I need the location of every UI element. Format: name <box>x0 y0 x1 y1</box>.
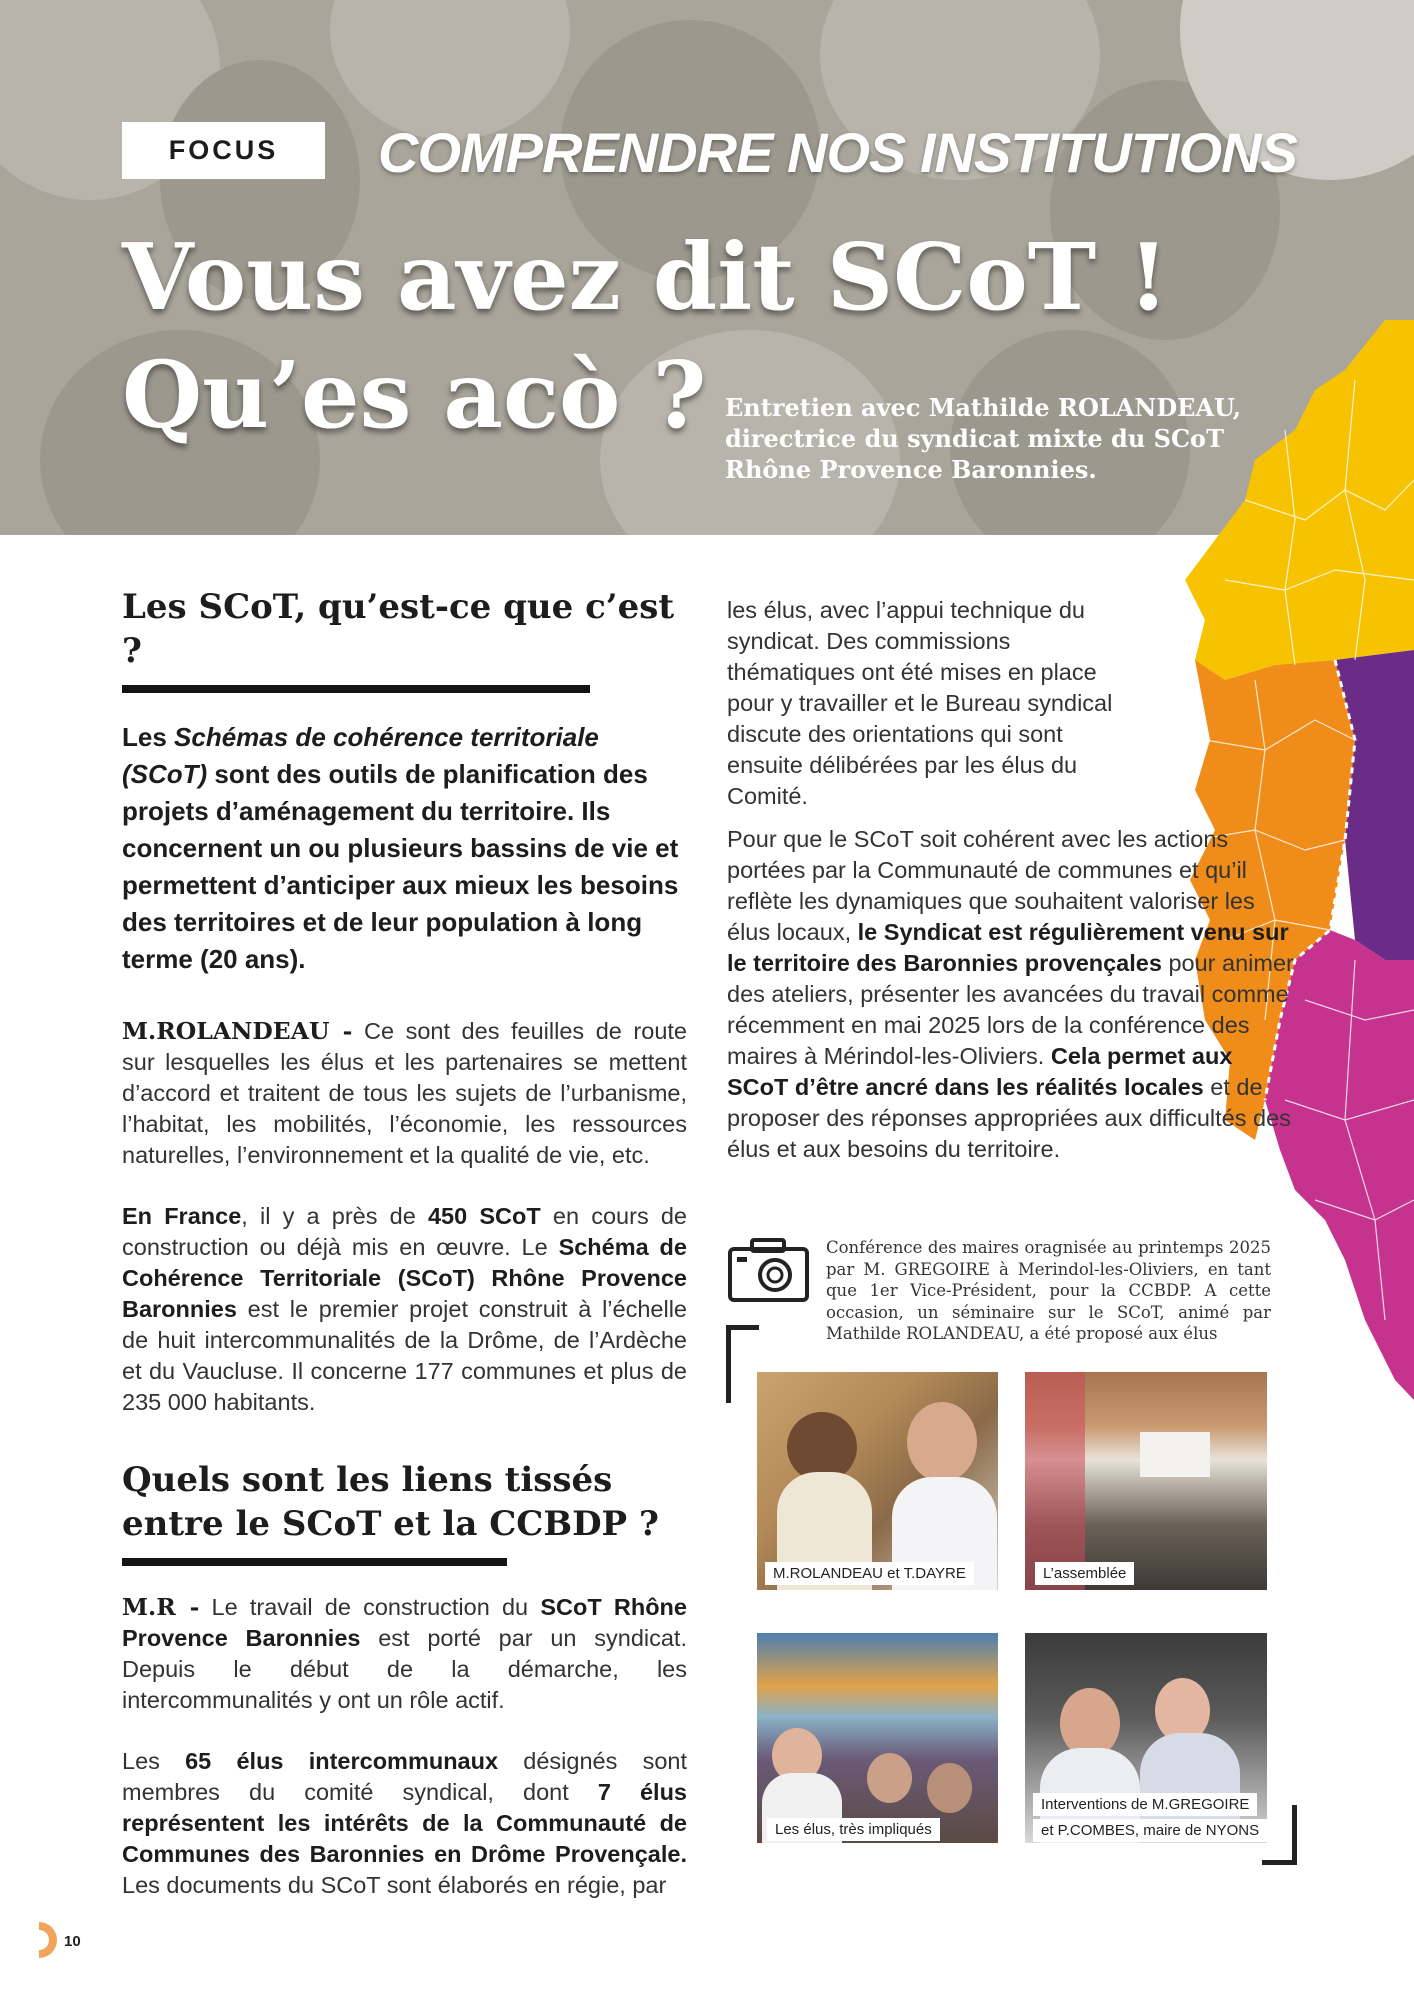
subtitle-line: Entretien avec Mathilde ROLANDEAU, <box>725 393 1242 422</box>
heading-line: entre le SCoT et la CCBDP ? <box>122 1504 659 1544</box>
photo-label: et P.COMBES, maire de NYONS <box>1033 1819 1267 1842</box>
subtitle-line: Rhône Provence Baronnies. <box>725 455 1097 484</box>
page-marker-icon <box>37 1920 59 1960</box>
photo-figure <box>867 1753 912 1803</box>
focus-tag: FOCUS <box>122 122 325 179</box>
intro-lead <box>122 719 687 978</box>
lead-text: Les <box>122 722 175 752</box>
paragraph-text: est le premier projet construit à l’échelle de huit intercommunalités de la Drôme, de l’Ardèche et du Vaucluse. Il concerne 177 communes et plus de 235 000 habitants. <box>122 1296 687 1415</box>
section-heading-2 <box>122 1458 687 1546</box>
paragraph-elus <box>122 1746 687 1901</box>
paragraph-text: Les <box>122 1748 186 1774</box>
subtitle-line: directrice du syndicat mixte du SCoT <box>725 424 1224 453</box>
background-face-shape <box>330 0 570 140</box>
photo-elus <box>757 1633 998 1843</box>
camera-icon <box>727 1235 810 1303</box>
photo-assemblee <box>1025 1372 1267 1590</box>
paragraph-text: et de proposer des réponses appropriées aux difficultés des élus et aux besoins du territoire. <box>727 1074 1291 1162</box>
photo-screen <box>1140 1432 1210 1477</box>
lead-italic: Schémas de cohérence territoriale (SCoT) <box>122 722 599 789</box>
bold-text: En France <box>122 1203 242 1229</box>
bold-text: Cela permet aux SCoT d’être ancré dans les réalités locales <box>727 1043 1233 1100</box>
photo-rolandeau-dayre <box>757 1372 998 1590</box>
paragraph-text: en cours de construction ou déjà mis en œuvre. Le <box>122 1203 688 1260</box>
left-column <box>122 585 687 1901</box>
photo-interventions <box>1025 1633 1267 1843</box>
bold-text: Schéma de Cohérence Territoriale (SCoT) Rhône Provence Baronnies <box>122 1234 687 1322</box>
title-line-1: Vous avez dit SCoT ! <box>122 223 1169 331</box>
paragraph-continued: les élus, avec l’appui technique du syndicat. Des commissions thématiques ont été mises en place pour y travailler et le Bureau syndical discute des orientations qui sont ensuite délibérées par les élus du Comité. <box>727 597 1113 809</box>
bold-text: le Syndicat est régulièrement venu sur le territoire des Baronnies provençales <box>727 919 1289 976</box>
heading-line: Quels sont les liens tissés <box>122 1460 613 1500</box>
lead-text: sont des outils de planification des projets d’aménagement du territoire. Ils concernent un ou plusieurs bassins de vie et permettent d’anticiper aux mieux les besoins des territoires et de leur population à long terme (20 ans). <box>122 759 679 974</box>
paragraph-mr-1 <box>122 1592 687 1716</box>
interview-subtitle <box>725 392 1241 485</box>
right-column <box>727 595 1295 1165</box>
paragraph-text: pour animer des ateliers, présenter les avancées du travail comme récemment en mai 2025 lors de la conférence des maires à Mérindol-les-Oliviers. <box>727 950 1294 1069</box>
title-line-2: Qu’es acò ? <box>122 341 707 449</box>
paragraph-text: Pour que le SCoT soit cohérent avec les actions portées par la Communauté de communes et qu’il reflète les dynamiques que souhaitent valoriser les élus locaux, <box>727 826 1255 945</box>
paragraph-rolandeau-1 <box>122 1016 687 1171</box>
speaker-label: M.R - <box>122 1593 200 1621</box>
photo-caption: Conférence des maires oragnisée au printemps 2025 par M. GREGOIRE à Merindol-les-Oliviers, en tant que 1er Vice-Président, pour la CCBDP. A cette occasion, un séminaire sur le SCoT, animé par Mathilde ROLANDEAU, a été proposé aux élus <box>826 1238 1271 1343</box>
bold-text: 7 élus représentent les intérêts de la Communauté de Communes des Baronnies en Drôme Provençale. <box>122 1779 687 1867</box>
speaker-label: M.ROLANDEAU - <box>122 1017 353 1045</box>
photo-label: Les élus, très impliqués <box>767 1818 940 1841</box>
heading-underline <box>122 685 590 693</box>
paragraph-syndicat <box>727 824 1295 1165</box>
paragraph-text: désignés sont membres du comité syndical, dont <box>122 1748 687 1805</box>
bold-text: 450 SCoT <box>427 1203 541 1229</box>
paragraph-scot-france <box>122 1201 687 1418</box>
section-heading-1: Les SCoT, qu’est-ce que c’est ? <box>122 587 675 671</box>
photo-label: Interventions de M.GREGOIRE <box>1033 1793 1257 1816</box>
heading-underline <box>122 1558 507 1566</box>
photo-wall <box>1025 1372 1085 1590</box>
photo-label: L’assemblée <box>1035 1562 1134 1585</box>
paragraph-text: Le travail de construction du <box>199 1594 541 1620</box>
paragraph-text: Les documents du SCoT sont élaborés en régie, par <box>122 1872 667 1898</box>
kicker-title: COMPRENDRE NOS INSTITUTIONS <box>378 121 1297 184</box>
paragraph-text: Ce sont des feuilles de route sur lesquelles les élus et les partenaires se mettent d’accord et traitent de tous les sujets de l’urbanisme, l’habitat, les mobilités, l’économie, les ressources naturelles, l’environnement et la qualité de vie, etc. <box>122 1018 687 1168</box>
page-number: 10 <box>64 1933 81 1950</box>
bold-text: 65 élus intercommunaux <box>185 1748 499 1774</box>
photo-figure <box>927 1763 972 1813</box>
frame-corner-top-left <box>726 1325 759 1403</box>
paragraph-text: est porté par un syndicat. Depuis le début de la démarche, les intercommunalités y ont un rôle actif. <box>122 1625 687 1713</box>
photo-label: M.ROLANDEAU et T.DAYRE <box>765 1562 974 1585</box>
bold-text: SCoT Rhône Provence Baronnies <box>122 1594 687 1651</box>
photo-figure <box>907 1402 977 1482</box>
paragraph-text: , il y a près de <box>241 1203 428 1229</box>
frame-corner-bottom-right <box>1262 1805 1297 1865</box>
